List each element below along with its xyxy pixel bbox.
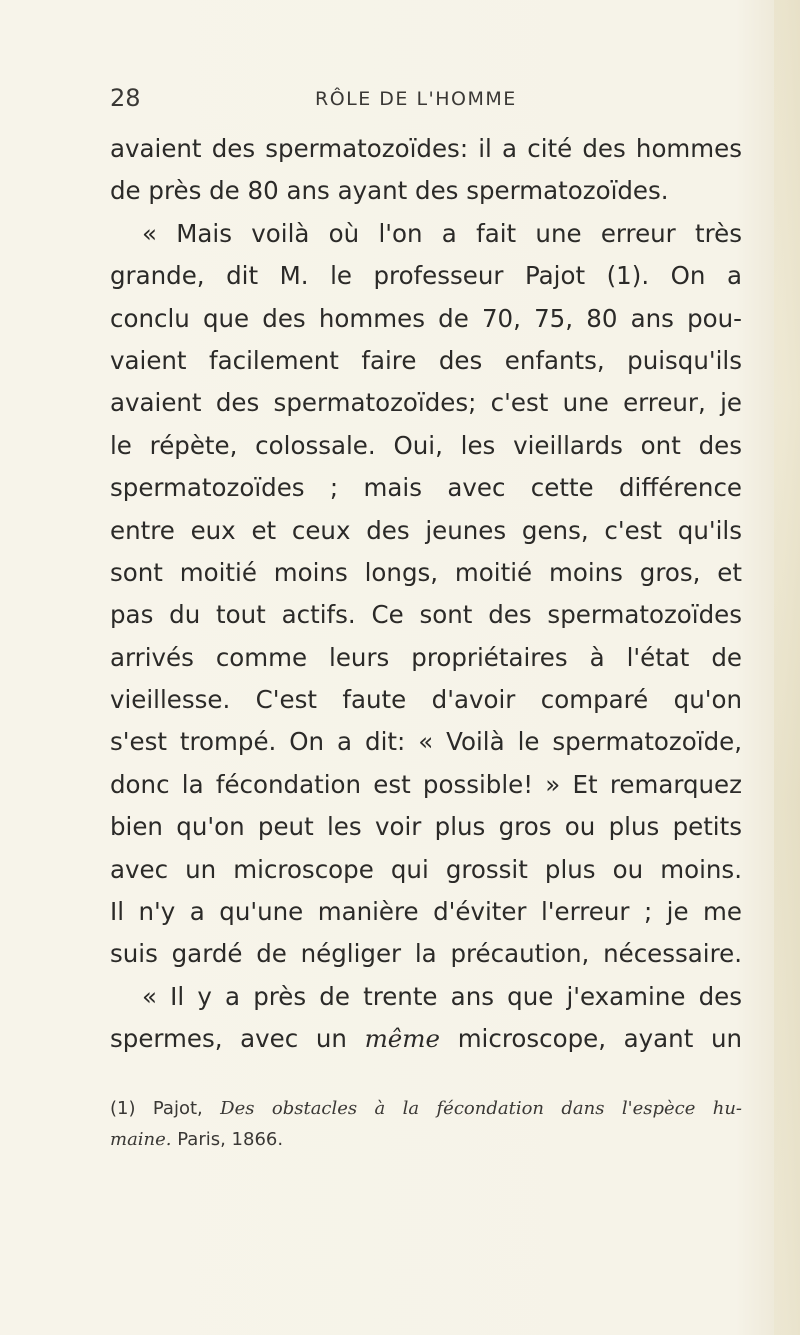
text-line: donc la fécondation est possible! » Et remarquez (110, 769, 742, 799)
text-line: sont moitié moins longs, moitié moins gros, et (110, 557, 742, 587)
text-line: conclu que des hommes de 70, 75, 80 ans pou- (110, 303, 742, 333)
text-line: suis gardé de négliger la précaution, nécessaire. (110, 939, 742, 969)
text-line: entre eux et ceux des jeunes gens, c'est qu'ils (110, 515, 742, 545)
text-line: grande, dit M. le professeur Pajot (1). On a (110, 261, 742, 291)
footnote-line (110, 1093, 742, 1124)
page-edge-stain (774, 0, 800, 1335)
footnote-marker: (1) (110, 1098, 153, 1119)
text-line: pas du tout actifs. Ce sont des spermatozoïdes (110, 600, 742, 630)
text-line: bien qu'on peut les voir plus gros ou plus petits (110, 812, 742, 842)
text-line: vaient facilement faire des enfants, puisqu'ils (110, 345, 742, 375)
text-line: spermatozoïdes ; mais avec cette différence (110, 473, 742, 503)
running-title: RÔLE DE L'HOMME (315, 88, 517, 110)
text-line: vieillesse. C'est faute d'avoir comparé qu'on (110, 685, 742, 715)
text-segment: spermes, avec un (110, 1024, 365, 1054)
text-segment: microscope, ayant un (440, 1024, 743, 1054)
text-line: avaient des spermatozoïdes: il a cité des hommes (110, 134, 742, 163)
text-line: le répète, colossale. Oui, les vieillards ont des (110, 430, 742, 460)
text-line: avaient des spermatozoïdes; c'est une erreur, je (110, 388, 742, 418)
footnote-title: Des obstacles à la fécondation dans l'espèce hu- (220, 1098, 743, 1119)
page-number: 28 (110, 84, 141, 112)
footnote-author: Pajot, (152, 1098, 221, 1119)
text-line: « Il y a près de trente ans que j'examine des (142, 981, 742, 1011)
text-line: de près de 80 ans ayant des spermatozoïdes. (110, 176, 669, 206)
text-line: avec un microscope qui grossit plus ou moins. (110, 854, 742, 884)
text-line: Il n'y a qu'une manière d'éviter l'erreur ; je me (110, 897, 742, 927)
body-text (110, 128, 742, 1061)
page-header (110, 84, 740, 124)
footnote-line (110, 1124, 742, 1155)
footnote (110, 1093, 742, 1155)
emphasized-word: même (364, 1024, 441, 1054)
footnote-publication: Paris, 1866. (171, 1129, 284, 1150)
text-line: « Mais voilà où l'on a fait une erreur très (142, 218, 742, 248)
text-line-with-emphasis (110, 1018, 742, 1060)
footnote-title-cont: maine. (110, 1129, 172, 1150)
text-line: s'est trompé. On a dit: « Voilà le spermatozoïde, (110, 727, 742, 757)
text-line: arrivés comme leurs propriétaires à l'état de (110, 642, 742, 672)
